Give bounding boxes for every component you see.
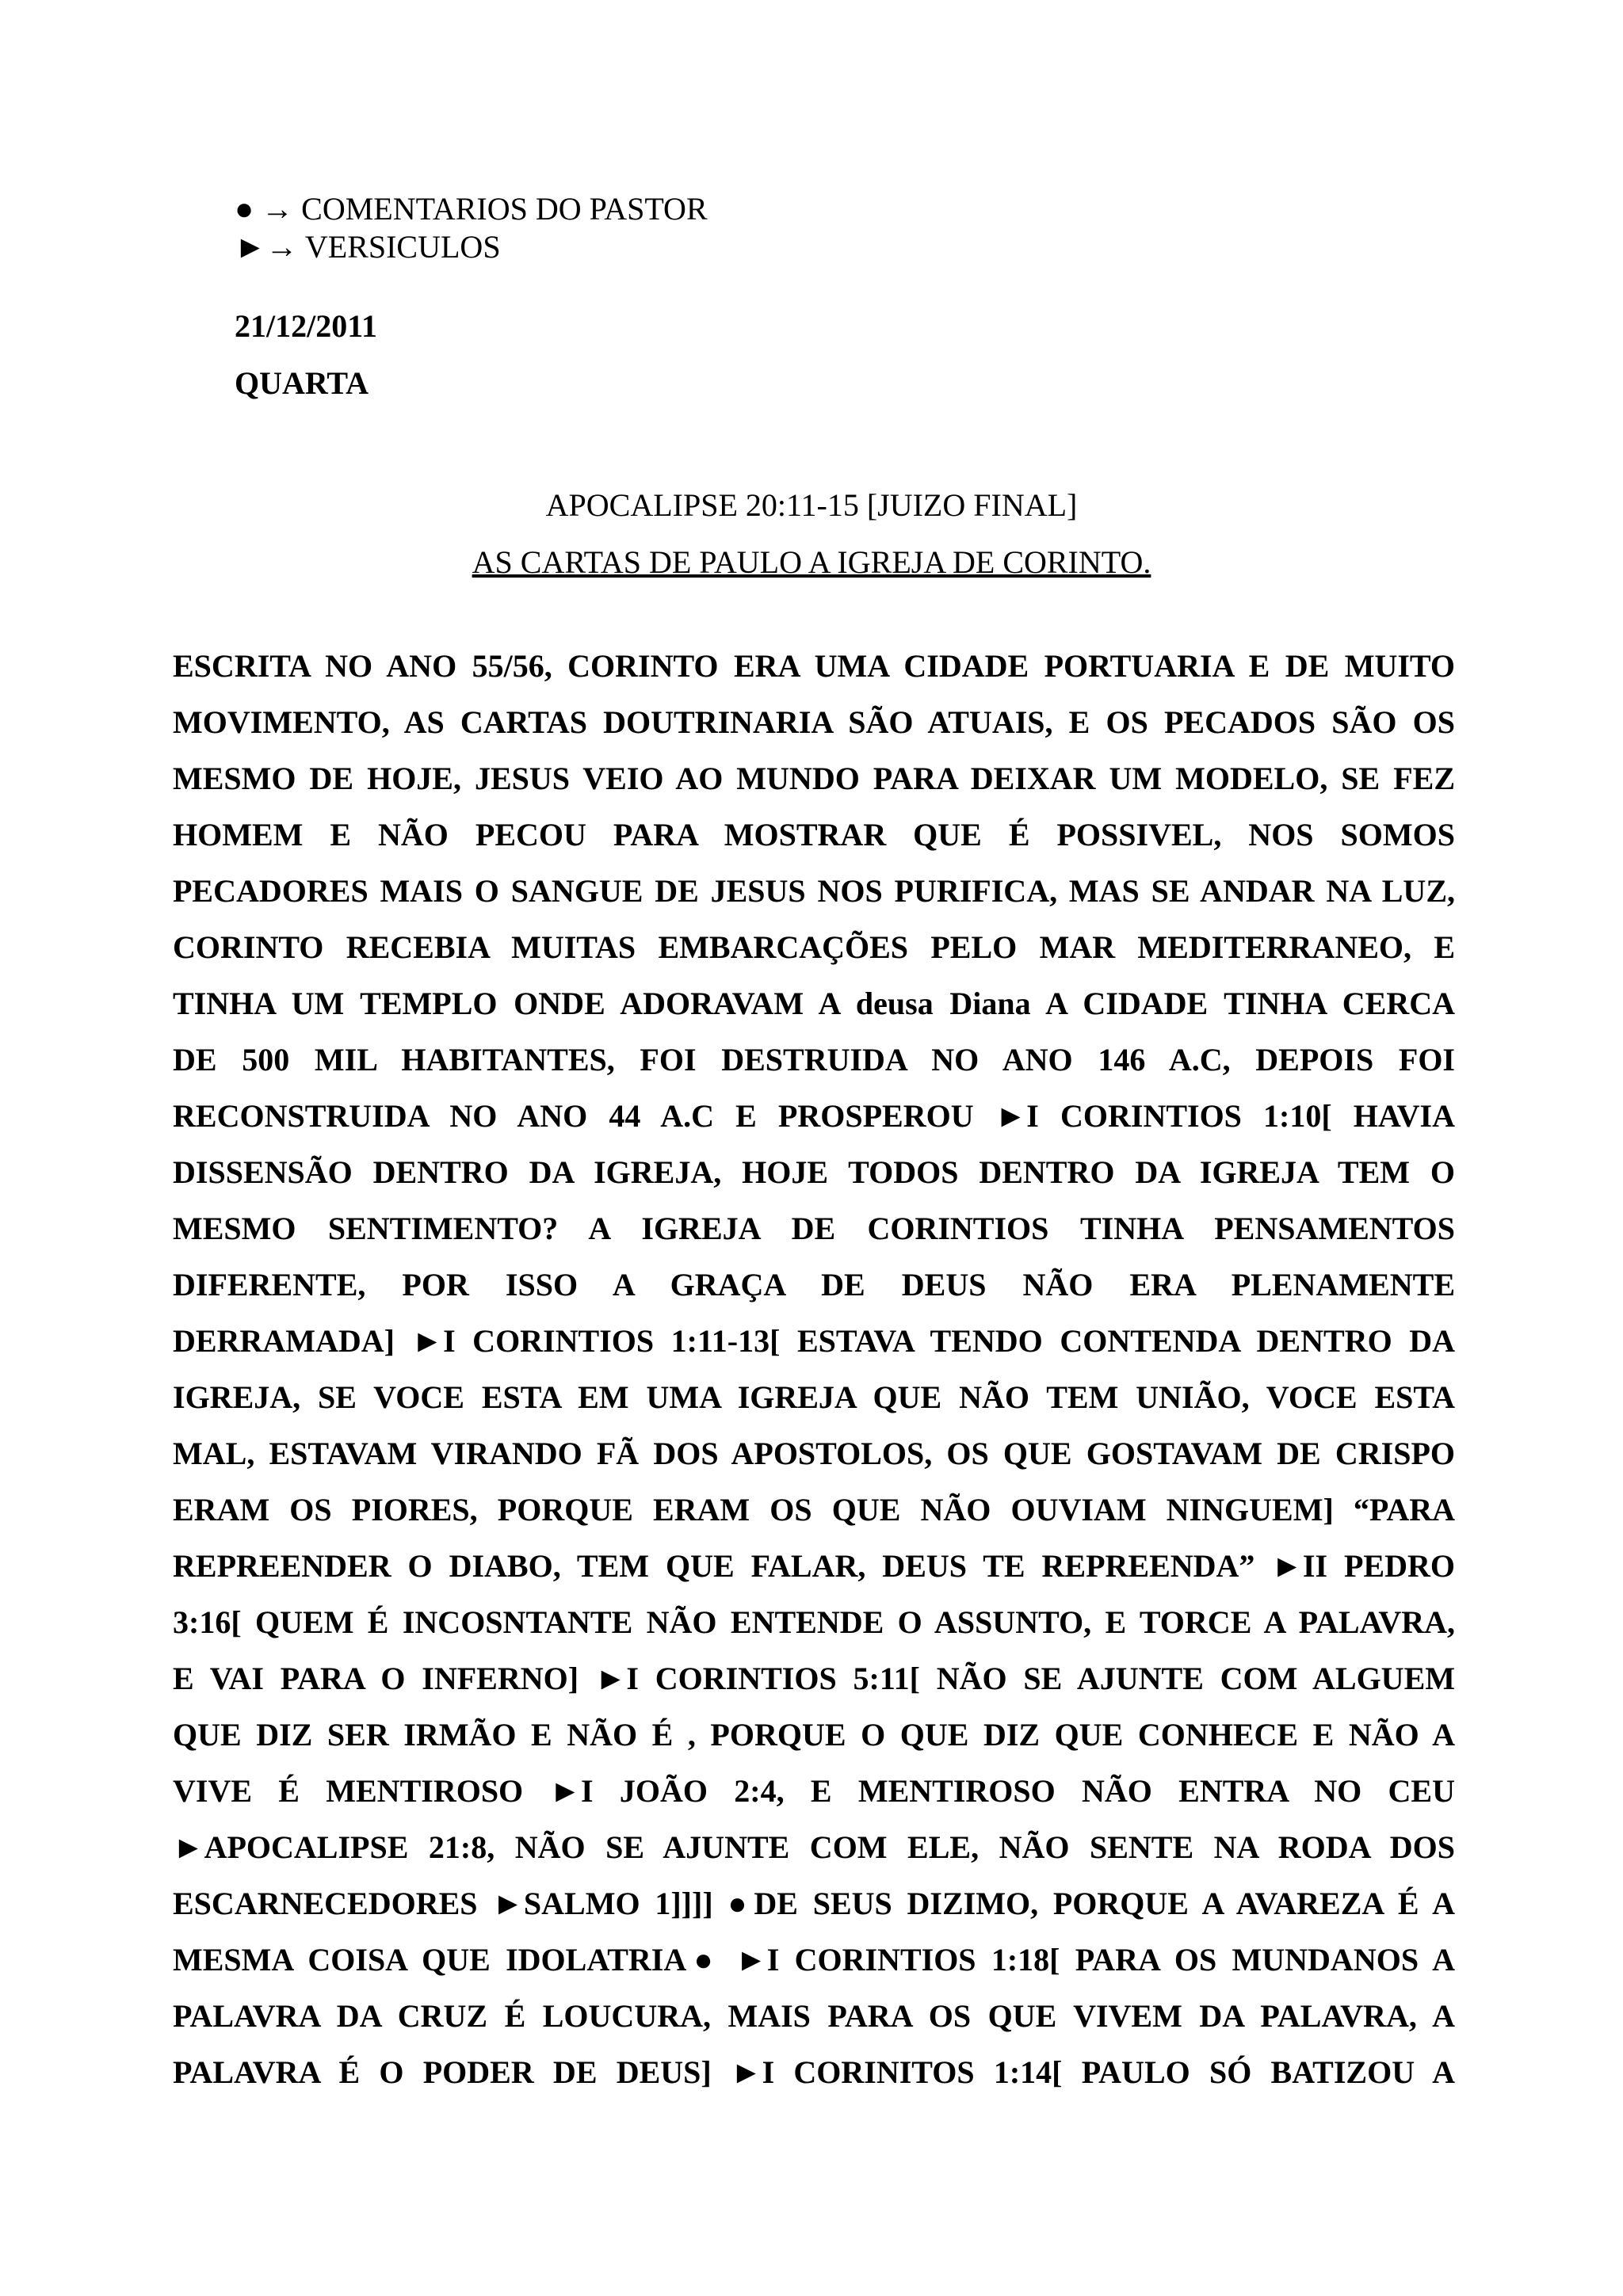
body-line: VIVE É MENTIROSO ►I JOÃO 2:4, E MENTIROSO NÃO ENTRA NO CEU xyxy=(173,1773,1455,1809)
symbol-legend xyxy=(235,190,708,266)
sermon-date: 21/12/2011 xyxy=(235,308,378,344)
body-line: PALAVRA É O PODER DE DEUS] ►I CORINITOS 1:14[ PAULO SÓ BATIZOU A xyxy=(173,2054,1455,2090)
body-line: RECONSTRUIDA NO ANO 44 A.C E PROSPEROU ►I CORINTIOS 1:10[ HAVIA xyxy=(173,1098,1455,1134)
body-line: TINHA UM TEMPLO ONDE ADORAVAM A deusa Diana A CIDADE TINHA CERCA xyxy=(173,986,1455,1021)
body-line: REPREENDER O DIABO, TEM QUE FALAR, DEUS TE REPREENDA” ►II PEDRO xyxy=(173,1548,1455,1584)
body-line: DISSENSÃO DENTRO DA IGREJA, HOJE TODOS DENTRO DA IGREJA TEM O xyxy=(173,1154,1455,1190)
body-line: QUE DIZ SER IRMÃO E NÃO É , PORQUE O QUE DIZ QUE CONHECE E NÃO A xyxy=(173,1717,1455,1753)
legend-pastor-comments: ● → COMENTARIOS DO PASTOR xyxy=(235,191,708,227)
body-line: 3:16[ QUEM É INCOSNTANTE NÃO ENTENDE O ASSUNTO, E TORCE A PALAVRA, xyxy=(173,1604,1455,1640)
body-line: MESMO SENTIMENTO? A IGREJA DE CORINTIOS TINHA PENSAMENTOS xyxy=(173,1211,1455,1246)
legend-verses: ►→ VERSICULOS xyxy=(235,229,501,265)
body-line: ESCARNECEDORES ►SALMO 1]]]] ●DE SEUS DIZIMO, PORQUE A AVAREZA É A xyxy=(173,1886,1455,1921)
sermon-subtitle: AS CARTAS DE PAULO A IGREJA DE CORINTO. xyxy=(472,544,1151,580)
body-line: MAL, ESTAVAM VIRANDO FÃ DOS APOSTOLOS, OS QUE GOSTAVAM DE CRISPO xyxy=(173,1436,1455,1471)
body-line: ESCRITA NO ANO 55/56, CORINTO ERA UMA CIDADE PORTUARIA E DE MUITO xyxy=(173,648,1455,684)
body-line: MESMO DE HOJE, JESUS VEIO AO MUNDO PARA DEIXAR UM MODELO, SE FEZ xyxy=(173,761,1455,796)
sermon-weekday: QUARTA xyxy=(235,365,369,401)
sermon-heading xyxy=(0,477,1623,591)
body-line: IGREJA, SE VOCE ESTA EM UMA IGREJA QUE NÃO TEM UNIÃO, VOCE ESTA xyxy=(173,1379,1455,1415)
body-line: CORINTO RECEBIA MUITAS EMBARCAÇÕES PELO MAR MEDITERRANEO, E xyxy=(173,929,1455,965)
body-line: PECADORES MAIS O SANGUE DE JESUS NOS PURIFICA, MAS SE ANDAR NA LUZ, xyxy=(173,873,1455,909)
body-line: ►APOCALIPSE 21:8, NÃO SE AJUNTE COM ELE, NÃO SENTE NA RODA DOS xyxy=(173,1829,1455,1865)
sermon-body xyxy=(173,638,1455,2100)
body-line: MESMA COISA QUE IDOLATRIA● ►I CORINTIOS 1:18[ PARA OS MUNDANOS A xyxy=(173,1942,1455,1978)
body-line: DIFERENTE, POR ISSO A GRAÇA DE DEUS NÃO ERA PLENAMENTE xyxy=(173,1267,1455,1302)
sermon-title: APOCALIPSE 20:11-15 [JUIZO FINAL] xyxy=(545,487,1078,523)
body-line: DERRAMADA] ►I CORINTIOS 1:11-13[ ESTAVA TENDO CONTENDA DENTRO DA xyxy=(173,1323,1455,1359)
body-line: MOVIMENTO, AS CARTAS DOUTRINARIA SÃO ATUAIS, E OS PECADOS SÃO OS xyxy=(173,704,1455,740)
body-line: ERAM OS PIORES, PORQUE ERAM OS QUE NÃO OUVIAM NINGUEM] “PARA xyxy=(173,1492,1455,1527)
body-line: HOMEM E NÃO PECOU PARA MOSTRAR QUE É POSSIVEL, NOS SOMOS xyxy=(173,817,1455,852)
body-line: DE 500 MIL HABITANTES, FOI DESTRUIDA NO ANO 146 A.C, DEPOIS FOI xyxy=(173,1042,1455,1077)
body-line: E VAI PARA O INFERNO] ►I CORINTIOS 5:11[ NÃO SE AJUNTE COM ALGUEM xyxy=(173,1661,1455,1696)
body-line: PALAVRA DA CRUZ É LOUCURA, MAIS PARA OS QUE VIVEM DA PALAVRA, A xyxy=(173,1998,1455,2034)
